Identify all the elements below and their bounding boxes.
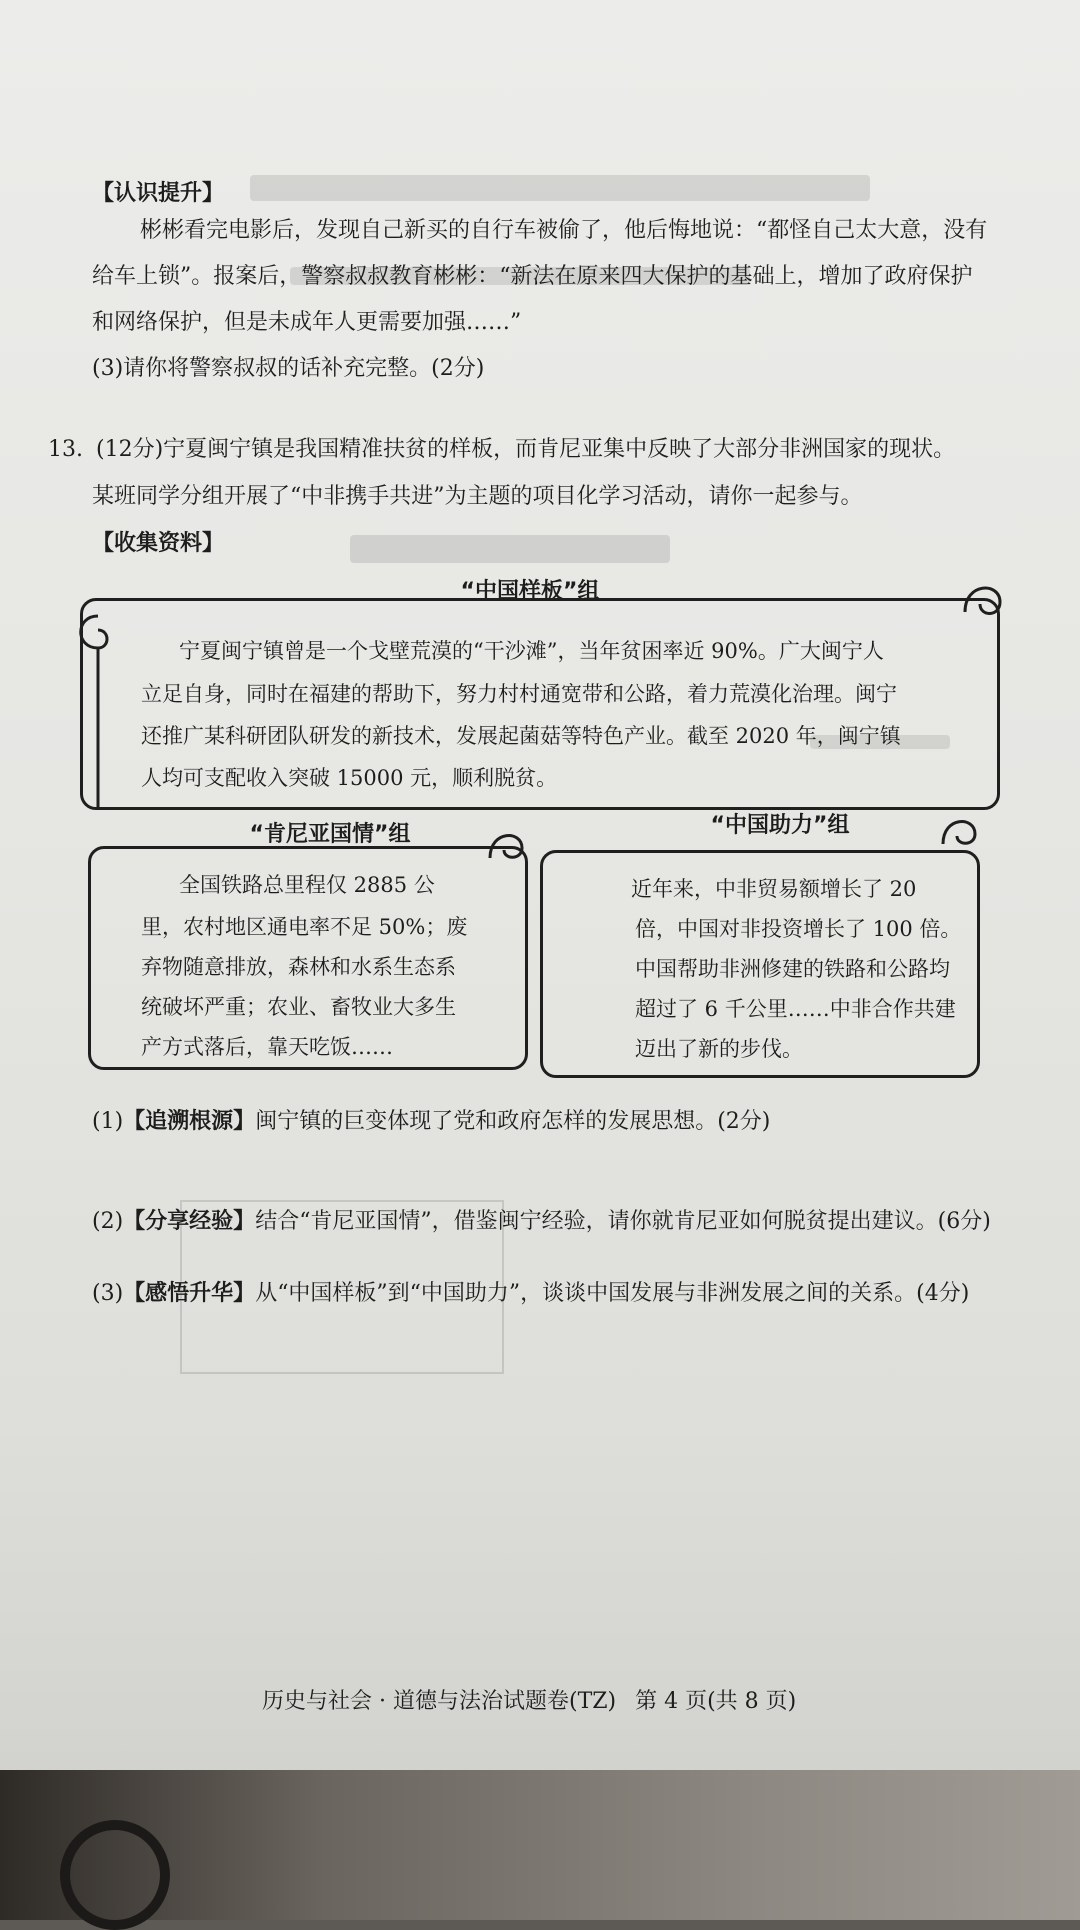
question-13-number: 13. (48, 437, 83, 462)
background-object (60, 1820, 170, 1930)
sub-question-1-num: (1) (92, 1109, 124, 1134)
recognize-question-3: (3)请你将警察叔叔的话补充完整。(2分) (92, 356, 485, 381)
scroll-curl-top-right (955, 572, 1015, 632)
kenya-line-2: 里，农村地区通电率不足 50%；废 (141, 915, 468, 939)
page-footer (262, 1684, 796, 1715)
china-model-line-3: 还推广某科研团队研发的新技术，发展起菌菇等特色产业。截至 2020 年，闽宁镇 (141, 724, 901, 748)
question-13-line-1: (12分)宁夏闽宁镇是我国精准扶贫的样板，而肯尼亚集中反映了大部分非洲国家的现状。 (96, 437, 956, 462)
kenya-line-5: 产方式落后，靠天吃饭…… (141, 1035, 393, 1059)
scroll-curl-left (70, 608, 120, 818)
sub-question-2-tag: 【分享经验】 (123, 1208, 256, 1234)
footer-page: 第 4 页(共 8 页) (635, 1689, 797, 1714)
china-help-line-5: 迈出了新的步伐。 (635, 1037, 803, 1061)
recognize-line-2: 给车上锁”。报案后，警察叔叔教育彬彬：“新法在原来四大保护的基础上，增加了政府保护 (92, 264, 973, 289)
scroll-curl-china-help (935, 808, 985, 858)
group-title-china-help: “中国助力”组 (710, 813, 850, 838)
china-model-line-2: 立足自身，同时在福建的帮助下，努力村村通宽带和公路，着力荒漠化治理。闽宁 (141, 682, 897, 706)
group-title-kenya: “肯尼亚国情”组 (249, 822, 411, 847)
scroll-box-china-model (80, 598, 1000, 810)
scroll-box-kenya (88, 846, 528, 1070)
bleed-through-image (180, 1200, 504, 1374)
china-help-line-4: 超过了 6 千公里……中非合作共建 (635, 997, 956, 1021)
china-help-line-2: 倍，中国对非投资增长了 100 倍。 (635, 917, 962, 941)
sub-question-3-tag: 【感悟升华】 (123, 1280, 256, 1306)
kenya-line-1: 全国铁路总里程仅 2885 公 (179, 873, 435, 897)
recognize-line-1: 彬彬看完电影后，发现自己新买的自行车被偷了，他后悔地说：“都怪自己太大意，没有 (140, 218, 988, 243)
sub-question-1-tag: 【追溯根源】 (123, 1108, 256, 1134)
sub-question-3-text: 从“中国样板”到“中国助力”，谈谈中国发展与非洲发展之间的关系。(4分) (255, 1281, 970, 1306)
sub-question-3-num: (3) (92, 1281, 124, 1306)
kenya-line-3: 弃物随意排放，森林和水系生态系 (141, 955, 456, 979)
scroll-box-china-help (540, 850, 980, 1078)
sub-question-2-num: (2) (92, 1209, 124, 1234)
footer-title: 历史与社会 · 道德与法治试题卷(TZ) (262, 1689, 617, 1714)
china-model-line-1: 宁夏闽宁镇曾是一个戈壁荒漠的“干沙滩”，当年贫困率近 90%。广大闽宁人 (179, 639, 884, 663)
section-recognize-head: 【认识提升】 (92, 181, 225, 206)
china-model-line-4: 人均可支配收入突破 15000 元，顺利脱贫。 (141, 766, 558, 790)
china-help-line-3: 中国帮助非洲修建的铁路和公路均 (635, 957, 950, 981)
recognize-line-3: 和网络保护，但是未成年人更需要加强……” (92, 310, 522, 335)
china-help-line-1: 近年来，中非贸易额增长了 20 (631, 877, 917, 901)
sub-question-2-text: 结合“肯尼亚国情”，借鉴闽宁经验，请你就肯尼亚如何脱贫提出建议。(6分) (255, 1209, 991, 1234)
kenya-line-4: 统破坏严重；农业、畜牧业大多生 (141, 995, 456, 1019)
question-13-line-2: 某班同学分组开展了“中非携手共进”为主题的项目化学习活动，请你一起参与。 (92, 484, 863, 509)
group-title-china-model: “中国样板”组 (460, 579, 600, 604)
sub-question-1 (92, 1102, 770, 1141)
scroll-curl-kenya (482, 822, 532, 872)
sub-question-1-text: 闽宁镇的巨变体现了党和政府怎样的发展思想。(2分) (255, 1109, 771, 1134)
collect-materials-head: 【收集资料】 (92, 531, 225, 556)
